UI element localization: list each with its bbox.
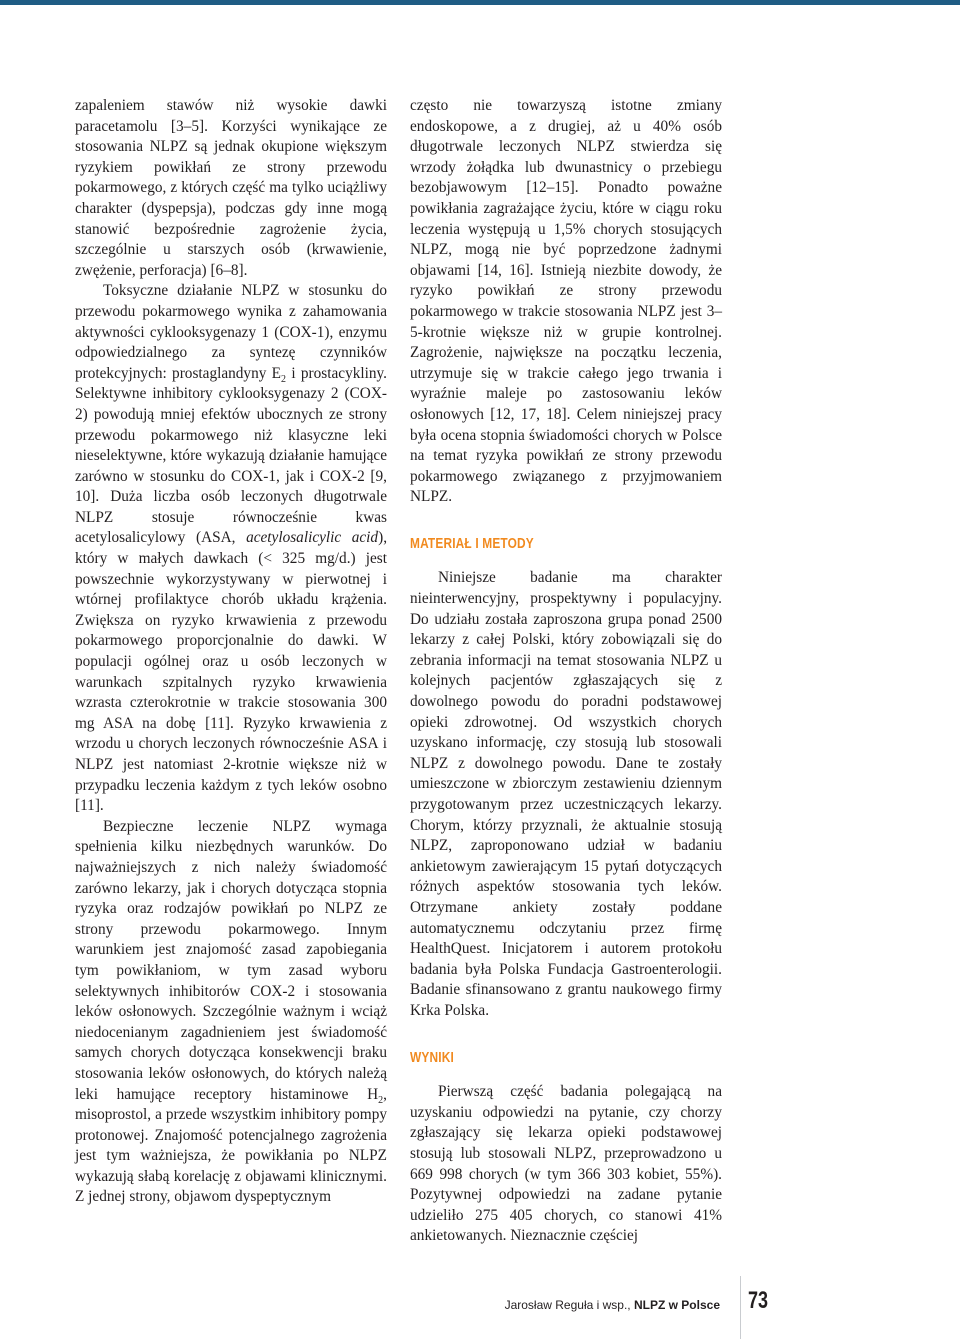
- text-run: Bezpieczne leczenie NLPZ wymaga spełnienia kilku niezbędnych warunków. Do najważniejszych z nich należy świadomość zarówno lekarzy, jak i chorych dotycząca stopnia ryzyka oraz rodzajów powikłań po NLPZ ze strony przewodu pokarmowego. Innym warunkiem jest znajomość zasad zapobiegania tym powikłaniom, w tym zasad wyboru selektywnych inhibitorów COX-2 i stosowania leków osłonowych. Szczególnie ważnym i wciąż niedocenianym zagadnieniem jest świadomość samych chorych dotycząca konsekwencji braku stosowania leków osłonowych, do których należą leki hamujące receptory histaminowe H: [75, 817, 387, 1103]
- paragraph: [75, 817, 387, 1208]
- subscript: 2: [281, 373, 287, 385]
- italic-term: acetylosalicylic acid: [246, 529, 379, 547]
- paragraph: Niniejsze badanie ma charakter nieinterwencyjny, prospektywny i populacyjny. Do udziału została zaproszona grupa ponad 2500 lekarzy z całej Polski, który zobowiązali się do zebrania informacji na temat stosowania NLPZ u kolejnych pacjentów zgłaszających się z dowolnego powodu do poradni podstawowej opieki zdrowotnej. Od wszystkich chorych uzyskano informację, czy stosują lub stosowali NLPZ z dowolnego powodu. Dane te zostały umieszczone w zbiorczym zestawieniu dziennym przygotowanym przez uczestniczących lekarzy. Chorym, którzy przyznali, że aktualnie stosują NLPZ, zaproponowano udział w badaniu ankietowym zawierającym 15 pytań dotyczących różnych aspektów stosowania tych leków. Otrzymane ankiety zostały poddane automatycznemu odczytaniu przez firmę HealthQuest. Inicjatorem i autorem protokołu badania była Polska Fundacja Gastroenterologii. Badanie sfinansowano z grantu naukowego firmy Krka Polska.: [410, 569, 722, 1019]
- section-heading-methods: MATERIAŁ I METODY: [410, 535, 534, 552]
- text-run: , misoprostol, a przede wszystkim inhibitory pompy protonowej. Znajomość potencjalnego zagrożenia jest tym ważniejsza, że powikłania po NLPZ wykazują słabą korelację z objawami klinicznymi. Z jednej strony, objawom dyspeptycznym: [75, 1085, 387, 1206]
- paragraph: [75, 281, 387, 816]
- footer-authors: Jarosław Reguła i wsp.,: [504, 1298, 634, 1312]
- left-column: [75, 96, 387, 1208]
- text-run: ), który w małych dawkach (< 325 mg/d.) jest powszechnie wykorzystywany w pierwotnej i wtórnej profilaktyce chorób układu krążenia. Zwiększa on ryzyko krwawienia z przewodu pokarmowego proporcjonalnie do dawki. W populacji ogólnej oraz u osób leczonych w warunkach szpitalnych ryzyko krwawienia wzrasta czterokrotnie w trakcie stosowania 300 mg ASA na dobę [11]. Ryzyko krwawienia z wrzodu u chorych leczonych równocześnie ASA i NLPZ jest natomiast 2-krotnie większe niż w przypadku leczenia każdym z tych leków osobno [11].: [75, 529, 388, 815]
- top-accent-bar: [0, 0, 960, 5]
- footer-divider: [740, 1276, 741, 1339]
- text-run: i prostacykliny. Selektywne inhibitory cyklooksygenazy 2 (COX-2) powodują mniej efektów ubocznych ze strony przewodu pokarmowego niż klasyczne leki nieselektywne, które wykazują działanie hamujące zarówno w stosunku do COX-1, jak i COX-2 [9, 10]. Duża liczba osób leczonych długotrwale NLPZ stosuje równocześnie kwas acetylosalicylowy (ASA,: [75, 364, 387, 547]
- subscript: 2: [378, 1094, 384, 1106]
- paragraph: często nie towarzyszą istotne zmiany endoskopowe, a z drugiej, aż u 40% osób długotrwale leczonych NLPZ stwierdza się wrzody żołądka lub dwunastnicy o przebiegu bezobjawowym [12–15]. Ponadto poważne powikłania zagrażające życiu, które w ciągu roku leczenia występują u 1,5% chorych stosujących NLPZ, mogą nie być poprzedzone żadnymi objawami [14, 16]. Istnieją niezbite dowody, że ryzyko powikłań ze strony przewodu pokarmowego w trakcie stosowania NLPZ jest 3–5-krotnie większe niż w grupie kontrolnej. Zagrożenie, największe na początku leczenia, utrzymuje się w trakcie całego jego trwania i wyraźnie maleje po zastosowaniu leków osłonowych [12, 17, 18]. Celem niniejszej pracy była ocena stopnia świadomości chorych w Polsce na temat ryzyka powikłań ze strony przewodu pokarmowego związanego z przyjmowaniem NLPZ.: [410, 97, 722, 506]
- running-footer: [505, 1298, 720, 1312]
- paragraph: Pierwszą część badania polegającą na uzyskaniu odpowiedzi na pytanie, czy chorzy zgłaszający się lekarza opieki podstawowej stosują lub stosowali NLPZ, przeprowadzono u 669 998 chorych (w tym 366 303 kobiet, 55%). Pozytywnej odpowiedzi na zadane pytanie udzieliło 275 405 chorych, co stanowi 41% ankietowanych. Nieznacznie częściej: [410, 1083, 722, 1245]
- right-column: [410, 96, 722, 1247]
- text-run: Toksyczne działanie NLPZ w stosunku do przewodu pokarmowego wynika z zahamowania aktywności cyklooksygenazy 1 (COX-1), enzymu odpowiedzialnego za syntezę czynników protekcyjnych: prostaglandyny E: [75, 282, 387, 382]
- footer-title: NLPZ w Polsce: [633, 1298, 720, 1312]
- section-heading-results: WYNIKI: [410, 1049, 454, 1066]
- paragraph: zapaleniem stawów niż wysokie dawki paracetamolu [3–5]. Korzyści wynikające ze stosowania NLPZ są jednak okupione większym ryzykiem powikłań ze strony przewodu pokarmowego, z których część ma tylko uciążliwy charakter (dyspepsja), podczas gdy inne mogą stanowić bezpośrednie zagrożenie życia, szczególnie u starszych osób (krwawienie, zwężenie, perforacja) [6–8].: [75, 97, 387, 279]
- page-number: 73: [748, 1287, 769, 1314]
